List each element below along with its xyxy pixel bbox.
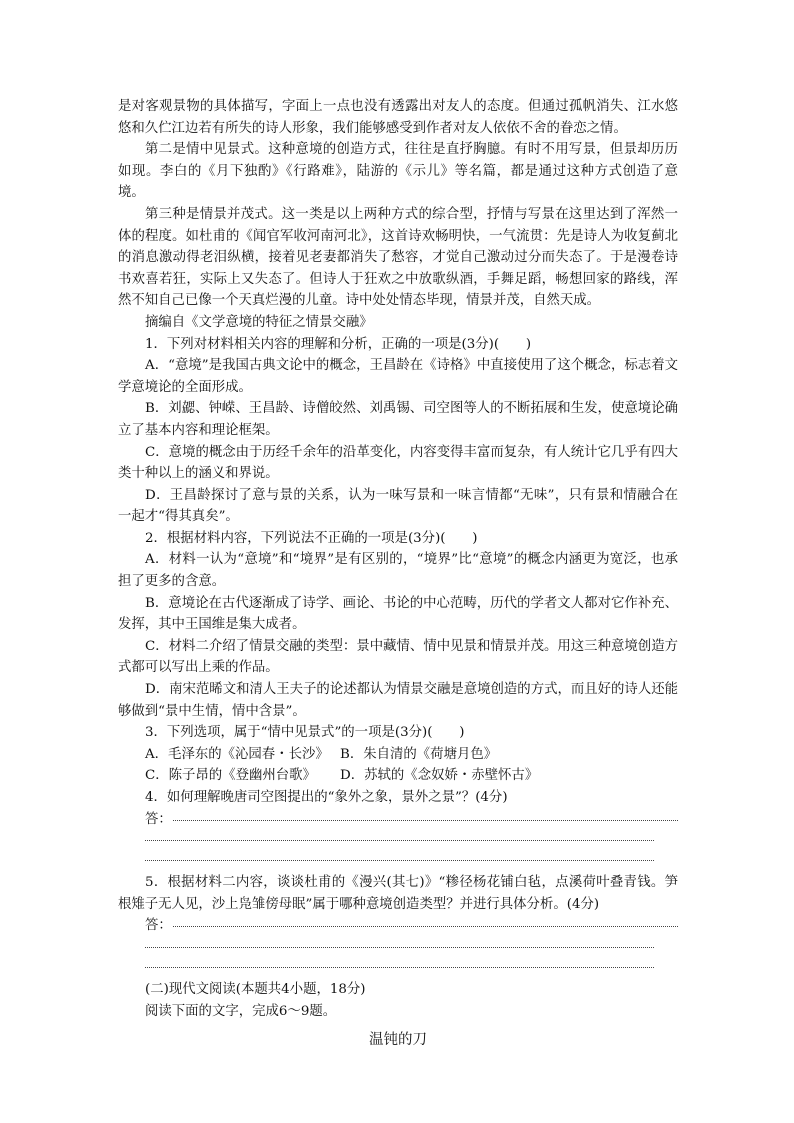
question-4-answer-area[interactable] [145,809,678,831]
question-5-stem: 5．根据材料二内容，谈谈杜甫的《漫兴(其七)》“糁径杨花铺白毡，点溪荷叶叠青钱。笋根雉子无人见，沙上凫雏傍母眠”属于哪种意境创造类型？并进行具体分析。(4分) [118,875,678,912]
question-1-option-a: A．“意境”是我国古典文论中的概念，王昌龄在《诗格》中直接使用了这个概念，标志着文学意境论的全面形成。 [118,358,678,395]
question-3-options-row-1 [118,744,678,766]
question-2-option-a: A．材料一认为“意境”和“境界”是有区别的，“境界”比“意境”的概念内涵更为宽泛，也承担了更多的含意。 [118,552,678,590]
answer-line [173,820,678,821]
question-3-option-a: A．毛泽东的《沁园春・长沙》 [145,746,329,762]
answer-line [173,926,678,927]
question-3-stem: 3．下列选项，属于“情中见景式”的一项是(3分)( ) [145,725,465,741]
answer-line-row [145,937,678,958]
question-2-stem: 2．根据材料内容，下列说法不正确的一项是(3分)( ) [145,530,478,546]
question-1-stem: 1．下列对材料相关内容的理解和分析，正确的一项是(3分)( ) [145,336,532,352]
answer-line-row [145,958,678,979]
question-1-option-d: D．王昌龄探讨了意与景的关系，认为一味写景和一味言情都“无味”，只有景和情融合在一起才“得其真矣”。 [118,487,678,525]
question-3-option-b: B．朱自清的《荷塘月色》 [340,746,498,762]
source-note: 摘编自《文学意境的特征之情景交融》 [145,314,373,330]
answer-line [145,840,654,841]
section-2-heading: (二)现代文阅读(本题共4小题，18分) [145,981,366,997]
answer-line-row [145,851,678,872]
question-2-option-c: C．材料二介绍了情景交融的类型：景中藏情、情中见景和情景并茂。用这三种意境创造方式都可以写出上乘的作品。 [118,638,678,676]
question-3-option-c: C．陈子昂的《登幽州台歌》 [145,768,316,784]
answer-line [145,967,654,968]
question-2-option-b: B．意境论在古代逐渐成了诗学、画论、书论的中心范畴，历代的学者文人都对它作补充、发挥，其中王国维是集大成者。 [118,595,678,633]
question-4-stem: 4．如何理解晚唐司空图提出的“象外之象，景外之景”？(4分) [145,790,508,805]
answer-line [145,860,654,861]
question-3-options-row-2 [118,765,678,787]
document-page [118,96,678,1052]
question-1-option-c: C．意境的概念由于历经千余年的沿革变化，内容变得丰富而复杂，有人统计它几乎有四大类十种以上的涵义和界说。 [118,444,678,482]
question-2-option-d: D．南宋范晞文和清人王夫子的论述都认为情景交融是意境创造的方式，而且好的诗人还能够做到“景中生情，情中含景”。 [118,682,678,719]
question-3-option-d: D．苏轼的《念奴娇・赤壁怀古》 [340,768,539,784]
answer-label: 答： [145,918,172,934]
answer-line [145,947,654,948]
question-1-option-b: B．刘勰、钟嵘、王昌龄、诗僧皎然、刘禹锡、司空图等人的不断拓展和生发，使意境论确立了基本内容和理论框架。 [118,401,678,438]
material-paragraph-3: 第三种是情景并茂式。这一类是以上两种方式的综合型，抒情与写景在这里达到了浑然一体的程度。如杜甫的《闻官军收河南河北》，这首诗欢畅明快，一气流贯：先是诗人为收复蓟北的消息激动得老泪纵横，接着见老妻都消失了愁容，才觉自己激动过分而失态了。于是漫卷诗书欢喜若狂，实际上又失态了。但诗人于狂欢之中放歌纵酒，手舞足蹈，畅想回家的路线，浑然不知自己已像一个天真烂漫的儿童。诗中处处情态毕现，情景并茂，自然天成。 [118,206,678,309]
article-title: 温钝的刀 [369,1032,427,1049]
material-paragraph-1: 是对客观景物的具体描写，字面上一点也没有透露出对友人的态度。但通过孤帆消失、江水悠悠和久伫江边若有所失的诗人形象，我们能够感受到作者对友人依依不舍的眷恋之情。 [118,99,678,136]
material-paragraph-2: 第二是情中见景式。这种意境的创造方式，往往是直抒胸臆。有时不用写景，但景却历历如现。李白的《月下独酌》《行路难》，陆游的《示儿》等名篇，都是通过这种方式创造了意境。 [118,142,678,201]
answer-line-row [145,830,678,851]
question-5-answer-area[interactable] [145,915,678,937]
section-2-instruction: 阅读下面的文字，完成6～9题。 [145,1003,337,1019]
answer-label: 答： [145,811,172,827]
